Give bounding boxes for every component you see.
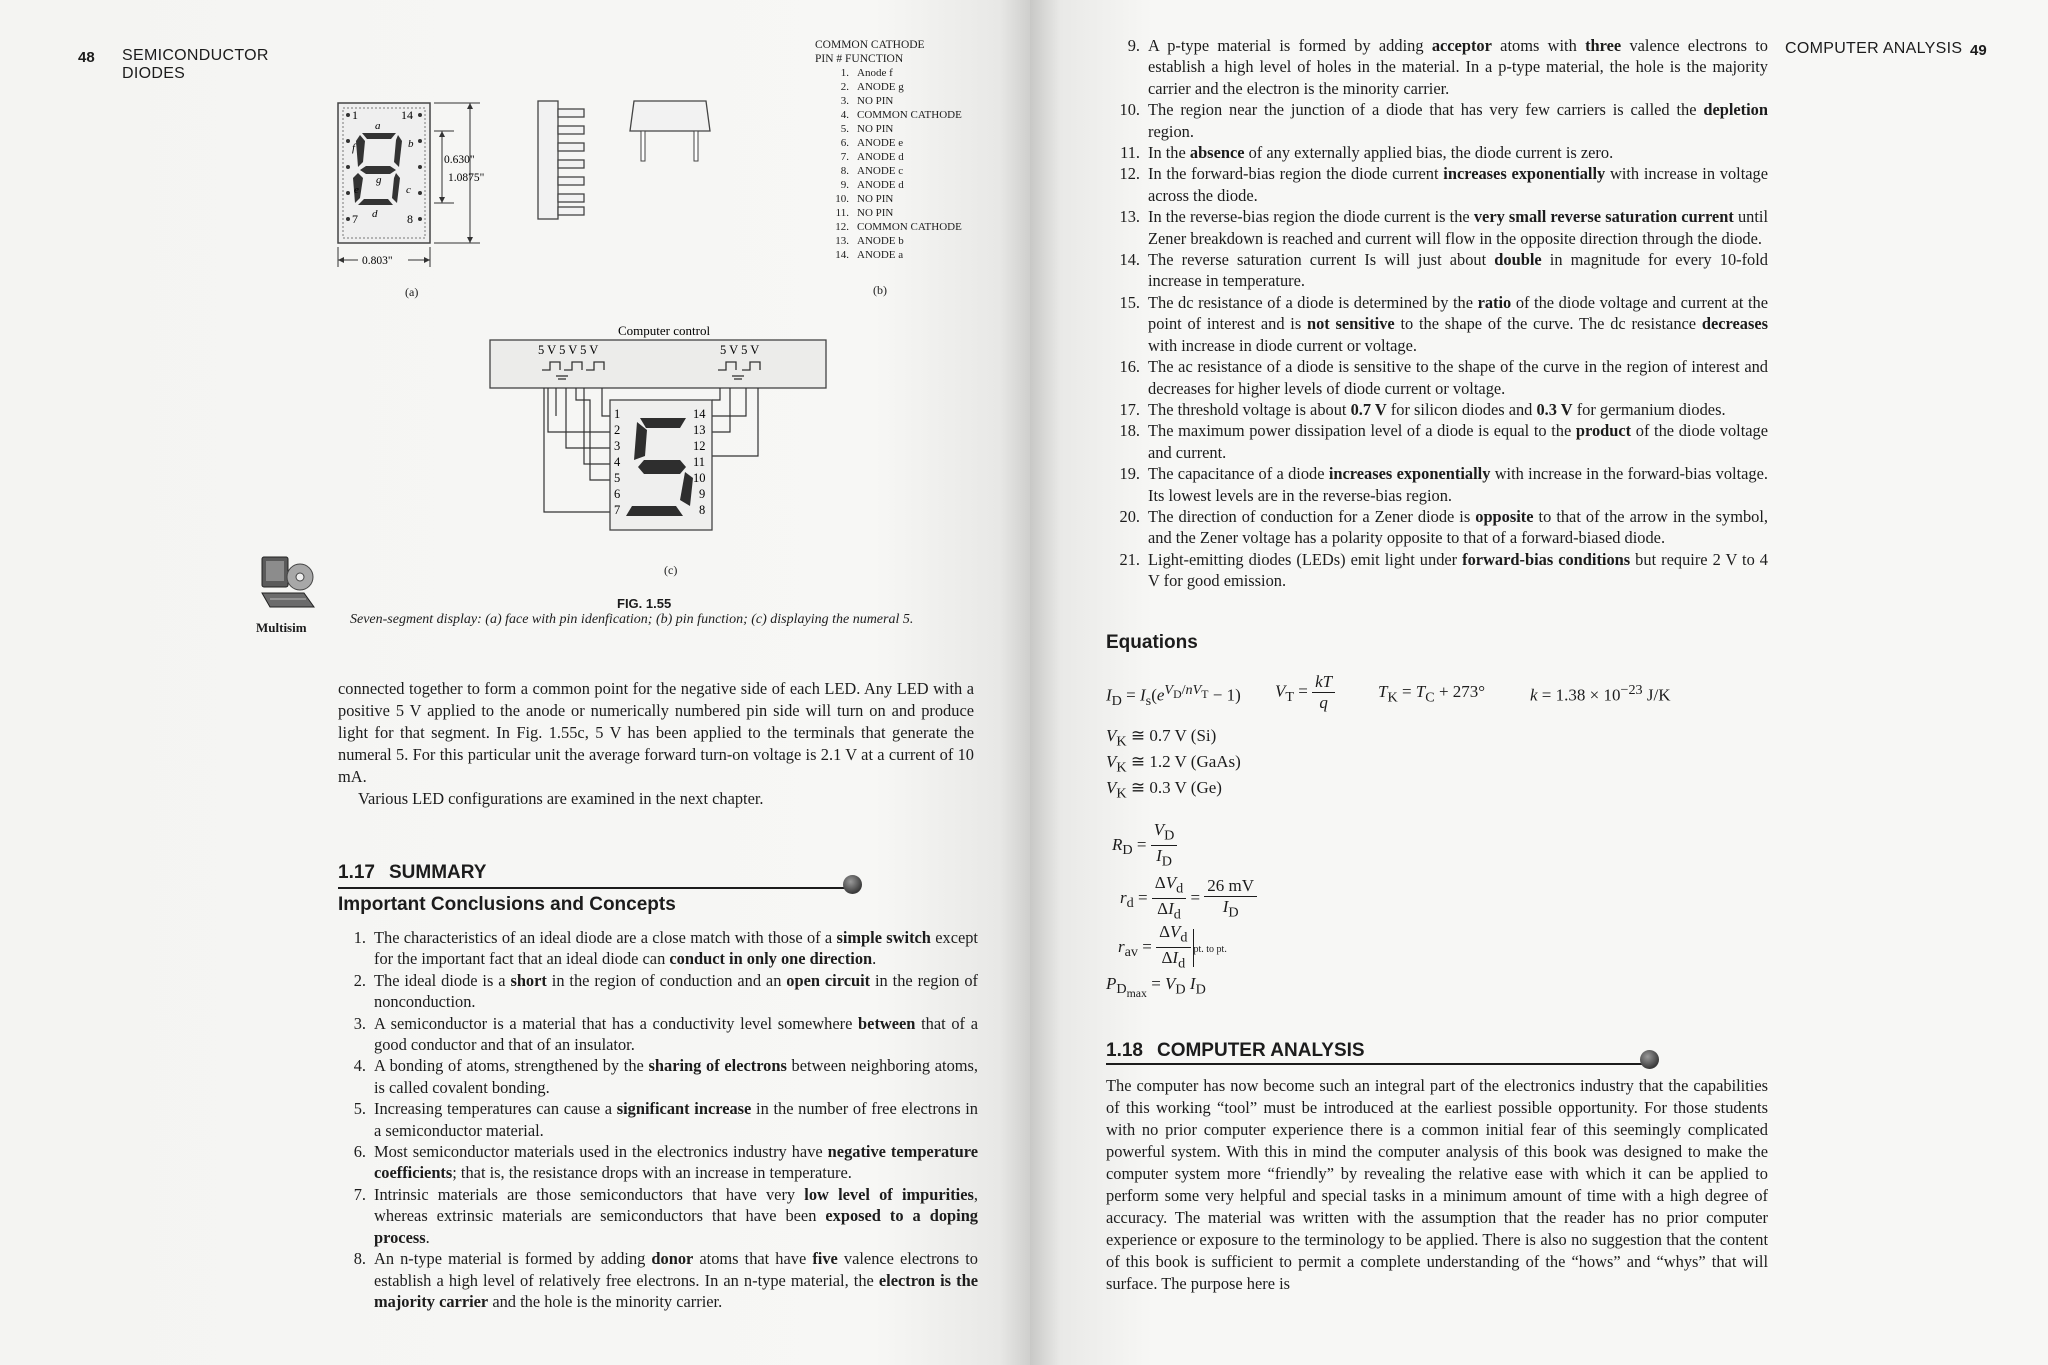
pin-table-header-2: PIN # FUNCTION <box>815 53 904 65</box>
summary-item <box>338 1248 978 1312</box>
fig-a-pin-1: 1 <box>352 108 358 122</box>
pin-function: ANODE d <box>857 151 904 163</box>
summary-item-text: In the absence of any externally applied bias, the diode current is zero. <box>1148 143 1614 163</box>
pin-number: 8. <box>840 165 849 177</box>
summary-item-number: 3. <box>353 1013 366 1033</box>
summary-item-number: 6. <box>353 1142 366 1162</box>
pin-row <box>815 94 962 108</box>
fig-a-pin-14: 14 <box>401 108 413 122</box>
summary-item <box>1112 420 1768 463</box>
fig-c-right-pin-8: 8 <box>699 503 706 517</box>
fig-a-seg-a: a <box>375 120 381 132</box>
pin-function: ANODE b <box>857 235 904 247</box>
summary-item <box>1112 549 1768 592</box>
summary-item <box>338 1184 978 1248</box>
summary-item <box>338 927 978 970</box>
summary-item-number: 13. <box>1119 207 1140 227</box>
pin-function: ANODE e <box>857 137 904 149</box>
summary-item <box>1112 506 1768 549</box>
body-paragraphs-left <box>338 678 974 810</box>
summary-item <box>1112 356 1768 399</box>
pin-number: 4. <box>840 109 849 121</box>
fig-c-right-pin-13: 13 <box>693 423 706 437</box>
summary-item-number: 12. <box>1119 164 1140 184</box>
eq-26mv: 26 mV <box>1204 876 1257 897</box>
fig-a-pin-8: 8 <box>407 212 413 226</box>
summary-item-number: 20. <box>1119 506 1140 526</box>
summary-item-text: Light-emitting diodes (LEDs) emit light under forward-bias conditions but require 2 V to 4 V for good emission. <box>1148 549 1768 591</box>
equation-dc-resistance: $R_D$ = $\frac{V_D}{I_D}$ <box>1112 820 1177 872</box>
section-number-1-18: 1.18 <box>1106 1040 1143 1061</box>
pin-number: 5. <box>840 123 849 135</box>
fig-c-left-pin-4: 4 <box>614 455 621 469</box>
summary-item-text: The direction of conduction for a Zener diode is opposite to that of the arrow in the symbol, and the Zener voltage has a polarity opposite to that of a forward-biased diode. <box>1148 506 1768 548</box>
pin-function: ANODE g <box>857 81 904 93</box>
pin-function: ANODE d <box>857 179 904 191</box>
fig-c-title: Computer control <box>618 323 711 338</box>
pin-number: 6. <box>840 137 849 149</box>
fig-c-left-pin-2: 2 <box>614 423 621 437</box>
equation-diode-current: $I_D = I_s(e^{V_D/nV_T} - 1)$ <box>1106 682 1241 710</box>
summary-item <box>338 1141 978 1184</box>
summary-item-number: 21. <box>1119 549 1140 569</box>
summary-item <box>338 970 978 1013</box>
summary-item-text: A bonding of atoms, strengthened by the sharing of electrons between neighboring atoms, is called covalent bonding. <box>374 1056 978 1097</box>
pin-row <box>815 234 962 248</box>
pin-row <box>815 122 962 136</box>
summary-item-text: A semiconductor is a material that has a conductivity level somewhere between that of a good conductor and that of an insulator. <box>374 1013 978 1055</box>
pin-row <box>815 150 962 164</box>
summary-item-number: 11. <box>1120 143 1140 163</box>
equation-vk-ge: $V_K$ ≅ 0.3 V (Ge) <box>1106 778 1222 802</box>
running-head-left: SEMICONDUCTOR DIODES <box>122 47 269 82</box>
summary-list-left <box>338 927 978 1312</box>
summary-item <box>1112 163 1768 206</box>
summary-item-number: 14. <box>1119 250 1140 270</box>
summary-item-text: The region near the junction of a diode that has very few carriers is called the depletion region. <box>1148 100 1768 141</box>
summary-item <box>1112 142 1768 163</box>
fig-c-right-pin-9: 9 <box>699 487 706 501</box>
pin-function: COMMON CATHODE <box>857 221 962 233</box>
summary-item <box>338 1098 978 1141</box>
fig-c-left-pin-1: 1 <box>614 407 621 421</box>
fig-b-pin-function-table <box>815 38 962 262</box>
fig-c-left-volts: 5 V 5 V 5 V <box>538 343 599 357</box>
pin-row <box>815 136 962 150</box>
summary-item-number: 16. <box>1119 357 1140 377</box>
summary-item <box>1112 399 1768 420</box>
multisim-label: Multisim <box>256 620 307 635</box>
fig-a-seg-c: c <box>406 184 411 196</box>
summary-item-text: The ac resistance of a diode is sensitive to the shape of the curve in the region of interest and decreases for higher levels of diode current or voltage. <box>1148 357 1768 398</box>
fig-b-label: (b) <box>873 283 887 297</box>
pin-row <box>815 220 962 234</box>
section-marker-icon-right <box>1640 1050 1659 1069</box>
pin-function: NO PIN <box>857 193 894 205</box>
summary-item <box>1112 99 1768 142</box>
fig-a-seg-g: g <box>376 174 382 186</box>
pin-function: ANODE c <box>857 165 904 177</box>
running-head-right: COMPUTER ANALYSIS <box>1785 40 1963 57</box>
paragraph-led-connection: connected together to form a common point for the negative side of each LED. Any LED with a positive 5 V applied to the anode or numerically numbered pin side will turn on and produce light for that segment. In Fig. 1.55c, 5 V has been applied to the terminals that generate the numeral 5. For this particular unit the average forward turn-on voltage is 2.1 V at a current of 10 mA. <box>338 679 974 786</box>
fig-c-left-pin-3: 3 <box>614 439 621 453</box>
summary-item-number: 9. <box>1127 36 1140 55</box>
pin-row <box>815 178 962 192</box>
page-number-right: 49 <box>1970 42 1987 59</box>
fig-a-seven-segment-face <box>330 95 520 275</box>
section-marker-icon <box>843 875 862 894</box>
equation-vk-gaas: $V_K$ ≅ 1.2 V (GaAs) <box>1106 752 1241 776</box>
pin-number: 7. <box>840 151 849 163</box>
equation-max-power: $P_{D_{max}} = V_D$ $I_D$ <box>1106 974 1206 1001</box>
summary-item <box>1112 35 1768 99</box>
summary-item-number: 4. <box>353 1056 366 1076</box>
pin-row <box>815 66 962 80</box>
pin-row <box>815 206 962 220</box>
summary-item-text: The dc resistance of a diode is determined by the ratio of the diode voltage and current at the point of interest and is not sensitive to the shape of the curve. The dc resistance decreases with increase in diode current or voltage. <box>1148 292 1768 355</box>
section-title: SUMMARY <box>388 862 487 883</box>
summary-item-text: An n-type material is formed by adding donor atoms that have five valence electrons to establish a high level of relatively free electrons. In an n-type material, the electron is the majority carrier and the hole is the minority carrier. <box>374 1249 979 1311</box>
pin-row <box>815 248 962 262</box>
pin-function: NO PIN <box>857 123 894 135</box>
summary-item-number: 5. <box>353 1099 366 1119</box>
pin-table-rows <box>815 66 962 262</box>
summary-item-text: The maximum power dissipation level of a diode is equal to the product of the diode voltage and current. <box>1148 421 1768 462</box>
summary-item-number: 8. <box>353 1249 366 1269</box>
paragraph-led-configurations: Various LED configurations are examined in the next chapter. <box>358 789 764 808</box>
pin-number: 12. <box>835 221 849 233</box>
summary-item-text: Increasing temperatures can cause a significant increase in the number of free electrons in a semiconductor material. <box>374 1099 979 1140</box>
pin-number: 10. <box>835 193 849 205</box>
fig-c-right-volts: 5 V 5 V <box>720 343 760 357</box>
section-heading-computer-analysis <box>1106 1040 1365 1062</box>
pin-function: ANODE a <box>857 249 904 261</box>
paragraph-computer-analysis: The computer has now become such an integral part of the electronics industry that the capabilities of this working “tool” must be introduced at the earliest possible opportunity. For those students with no prior computer experience there is a common initial fear of this seemingly complicated powerful system. With this in mind the computer analysis of this book was designed to make the computer system more “friendly” by revealing the relative ease with which it can be applied to perform some very helpful and special tasks in a minimum amount of time with a high degree of accuracy. The material was written with the assumption that the reader has no prior computer experience or exposure to the terminology to be applied. There is also no suggestion that the content of this book is sufficient to permit a complete understanding of the “hows” and “whys” that will surface. The purpose here is <box>1106 1076 1768 1293</box>
pin-row <box>815 164 962 178</box>
summary-item <box>338 1055 978 1098</box>
eq-pt-to-pt: pt. to pt. <box>1193 943 1227 955</box>
fig-c-left-pin-7: 7 <box>614 503 621 517</box>
section-heading-summary <box>338 862 486 884</box>
summary-item-number: 7. <box>353 1184 366 1204</box>
pin-function: COMMON CATHODE <box>857 109 962 121</box>
equation-boltzmann: $k = 1.38 \times 10^{-23}$ J/K <box>1530 682 1671 705</box>
pin-number: 14. <box>835 249 849 261</box>
pin-number: 1. <box>840 67 849 79</box>
page-number-left: 48 <box>78 49 95 66</box>
multisim-computer-icon <box>256 553 320 615</box>
summary-item-number: 17. <box>1119 399 1140 419</box>
summary-item-text: Most semiconductor materials used in the electronics industry have negative temperature coefficients; that is, the resistance drops with an increase in temperature. <box>374 1142 979 1183</box>
fig-a-seg-b: b <box>408 138 414 150</box>
figure-label: FIG. 1.55 <box>617 596 672 611</box>
fig-c-right-pin-12: 12 <box>693 439 706 453</box>
summary-item-text: A p-type material is formed by adding acceptor atoms with three valence electrons to establish a high level of holes in the material. In a p-type material, the hole is the majority carrier and the electron is the minority carrier. <box>1148 36 1768 98</box>
fig-a-pin-7: 7 <box>352 212 358 226</box>
pin-number: 11. <box>835 207 849 219</box>
figure-caption: Seven-segment display: (a) face with pin idenfication; (b) pin function; (c) displaying the numeral 5. <box>350 612 914 627</box>
fig-a-dim-height-outer: 1.0875" <box>448 172 485 184</box>
fig-c-computer-control-circuit <box>480 320 840 550</box>
fig-a-label: (a) <box>405 285 419 299</box>
equations-heading: Equations <box>1106 632 1198 653</box>
summary-item-text: The threshold voltage is about 0.7 V for silicon diodes and 0.3 V for germanium diodes. <box>1148 399 1726 419</box>
summary-item-number: 2. <box>353 970 366 990</box>
pin-function: NO PIN <box>857 207 894 219</box>
pin-row <box>815 108 962 122</box>
fig-c-right-pin-10: 10 <box>693 471 706 485</box>
summary-item-text: In the reverse-bias region the diode current is the very small reverse saturation current until Zener breakdown is reached and current will flow in the opposite direction through the diode. <box>1148 207 1768 248</box>
equation-ac-resistance: $r_d$ = $\frac{\Delta V_d}{\Delta I_d}$ = $\frac{26 mV}{I_D}$ <box>1120 873 1257 925</box>
fig-b-package-views <box>530 95 730 225</box>
pin-number: 13. <box>835 235 849 247</box>
summary-item <box>1112 206 1768 249</box>
fig-a-seg-d: d <box>372 208 378 220</box>
fig-a-dim-width: 0.803" <box>362 255 393 267</box>
section-rule-summary <box>338 887 850 889</box>
summary-item-text: In the forward-bias region the diode current increases exponentially with increase in voltage across the diode. <box>1148 164 1769 205</box>
equation-thermal-voltage: $V_T$ = $\frac{kT}{q}$ <box>1275 672 1335 713</box>
fig-a-seg-f: f <box>352 142 356 154</box>
pin-table-header-1: COMMON CATHODE <box>815 39 925 51</box>
section-rule-computer-analysis <box>1106 1063 1646 1065</box>
pin-row <box>815 192 962 206</box>
summary-item-number: 10. <box>1119 100 1140 120</box>
section-number: 1.17 <box>338 862 375 883</box>
summary-item <box>1112 292 1768 356</box>
fig-c-right-pin-11: 11 <box>693 455 706 469</box>
equation-kelvin: $T_K = T_C + 273^\circ$ <box>1378 682 1486 706</box>
pin-number: 2. <box>840 81 849 93</box>
section-title-computer-analysis: COMPUTER ANALYSIS <box>1156 1040 1365 1061</box>
summary-item-number: 1. <box>353 928 366 947</box>
pin-function: NO PIN <box>857 95 894 107</box>
summary-item-number: 15. <box>1119 292 1140 312</box>
fig-a-seg-e: e <box>354 184 359 196</box>
summary-item <box>1112 463 1768 506</box>
summary-item <box>338 1013 978 1056</box>
fig-c-label: (c) <box>664 563 678 577</box>
summary-item-text: The characteristics of an ideal diode are a close match with those of a simple switch except for the important fact that an ideal diode can conduct in only one direction. <box>374 928 978 969</box>
summary-item-text: The ideal diode is a short in the region of conduction and an open circuit in the region of nonconduction. <box>374 970 978 1012</box>
equation-vk-si: $V_K$ ≅ 0.7 V (Si) <box>1106 726 1217 750</box>
pin-number: 9. <box>840 179 849 191</box>
summary-item-text: The reverse saturation current Is will just about double in magnitude for every 10-fold increase in temperature. <box>1148 250 1769 291</box>
summary-item-text: The capacitance of a diode increases exponentially with increase in the forward-bias voltage. Its lowest levels are in the reverse-bias region. <box>1148 464 1768 505</box>
equation-average-ac-resistance: $r_{av}$ = $\frac{\Delta V_d}{\Delta I_d}$ pt. to pt. <box>1118 922 1227 972</box>
fig-a-dim-height-inner: 0.630" <box>444 154 475 166</box>
summary-item <box>1112 249 1768 292</box>
summary-item-number: 18. <box>1119 421 1140 441</box>
pin-function: Anode f <box>857 67 893 79</box>
fig-c-left-pin-5: 5 <box>614 471 621 485</box>
summary-list-right <box>1112 35 1768 592</box>
pin-number: 3. <box>840 95 849 107</box>
fig-c-left-pin-6: 6 <box>614 487 621 501</box>
summary-item-number: 19. <box>1119 464 1140 484</box>
right-page <box>1030 0 2048 1365</box>
summary-item-text: Intrinsic materials are those semiconductors that have very low level of impurities, whereas extrinsic materials are semiconductors that have been exposed to a doping process. <box>374 1184 979 1247</box>
fig-c-right-pin-14: 14 <box>693 407 706 421</box>
subsection-heading: Important Conclusions and Concepts <box>338 894 676 915</box>
pin-row <box>815 80 962 94</box>
